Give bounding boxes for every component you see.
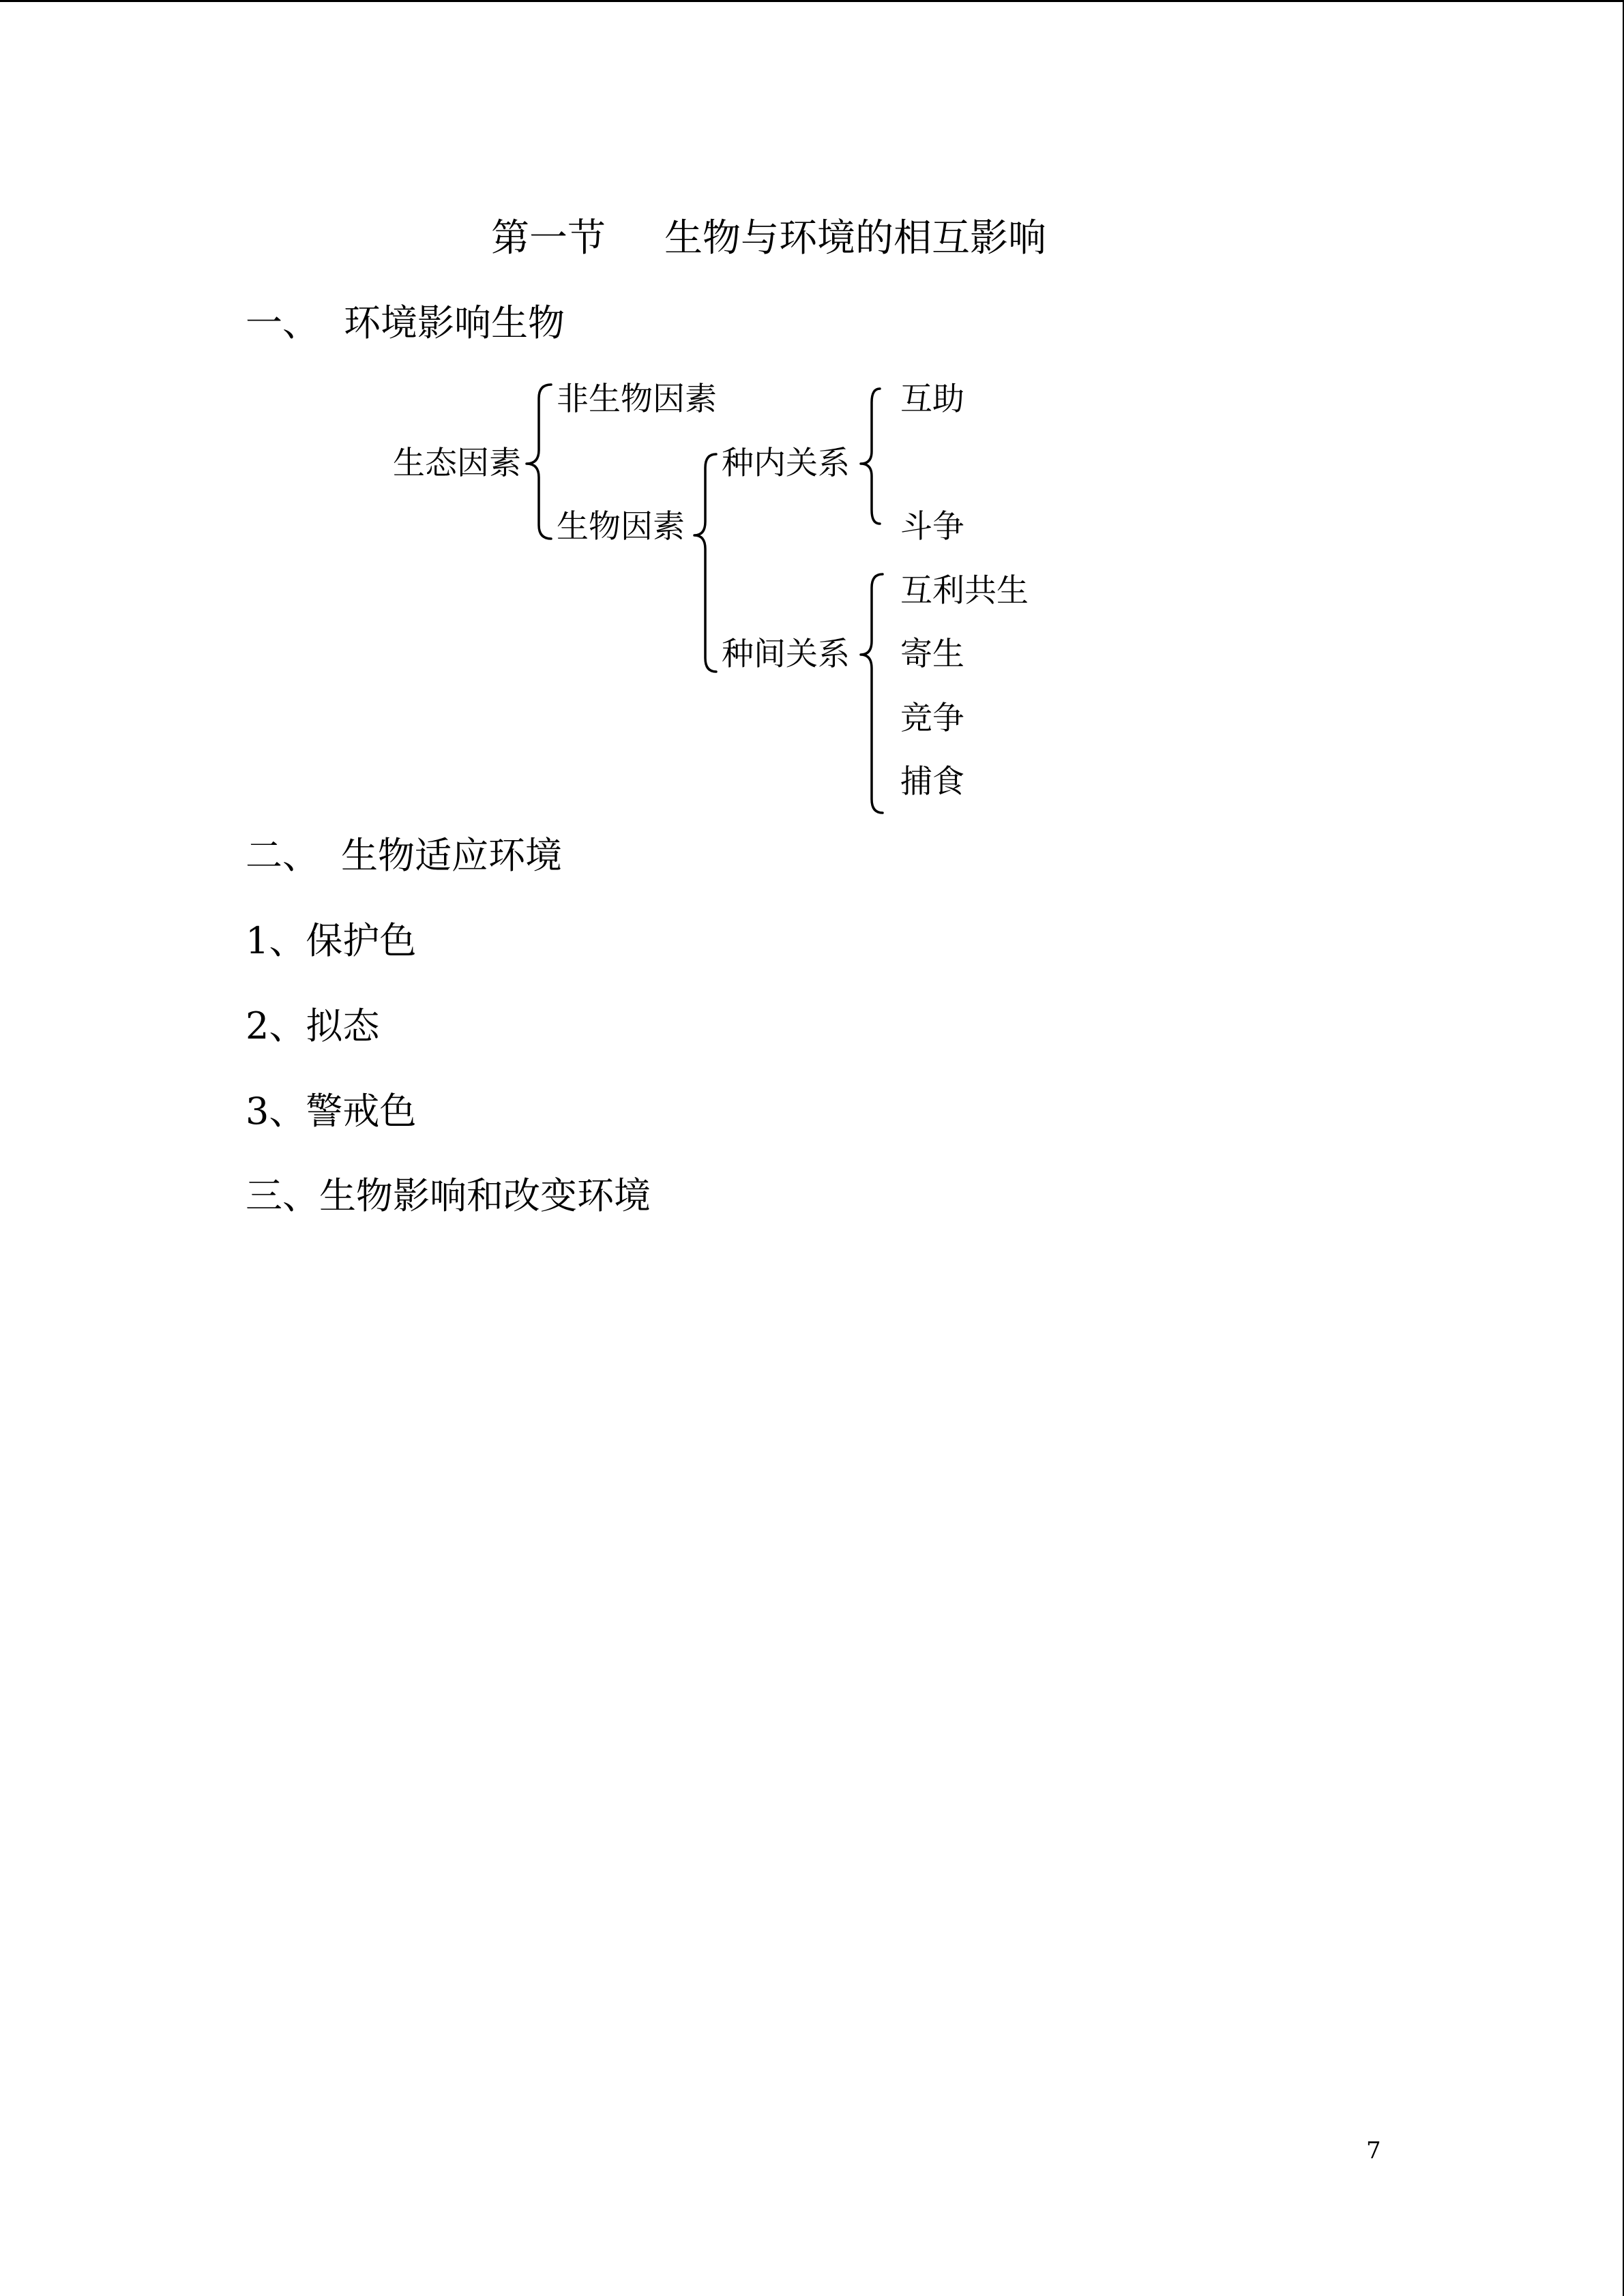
diagram-biotic-label: 生物因素 <box>557 508 685 546</box>
diagram-inter-item: 捕食 <box>900 763 964 801</box>
section2-marker: 二、 <box>246 834 319 877</box>
diagram-inter-item: 互利共生 <box>900 572 1029 610</box>
diagram-inter-item: 寄生 <box>900 636 964 673</box>
section2-list-item: 3、警戒色 <box>246 1090 417 1133</box>
page-number: 7 <box>1366 2137 1381 2164</box>
brace-root <box>527 385 551 539</box>
diagram-intraspecific-label: 种内关系 <box>722 445 850 482</box>
section1-heading: 环境影响生物 <box>344 301 565 344</box>
brace-intraspecific <box>861 389 880 524</box>
diagram-inter-item: 竞争 <box>900 700 964 737</box>
section3-heading: 三、生物影响和改变环境 <box>246 1174 651 1217</box>
brace-biotic <box>694 454 716 672</box>
section1-marker: 一、 <box>246 301 319 344</box>
section-number: 第一节 <box>491 216 606 260</box>
diagram-root-label: 生态因素 <box>393 445 521 482</box>
diagram-abiotic-label: 非生物因素 <box>557 381 717 418</box>
diagram-interspecific-label: 种间关系 <box>722 636 850 673</box>
section2-list-item: 1、保护色 <box>246 919 417 962</box>
page-title: 生物与环境的相互影响 <box>664 216 1046 260</box>
diagram-intra-item: 斗争 <box>900 508 964 546</box>
section2-heading: 生物适应环境 <box>341 834 562 877</box>
brace-interspecific <box>861 574 883 813</box>
section2-list-item: 2、拟态 <box>246 1004 380 1047</box>
diagram-intra-item: 互助 <box>900 381 964 418</box>
